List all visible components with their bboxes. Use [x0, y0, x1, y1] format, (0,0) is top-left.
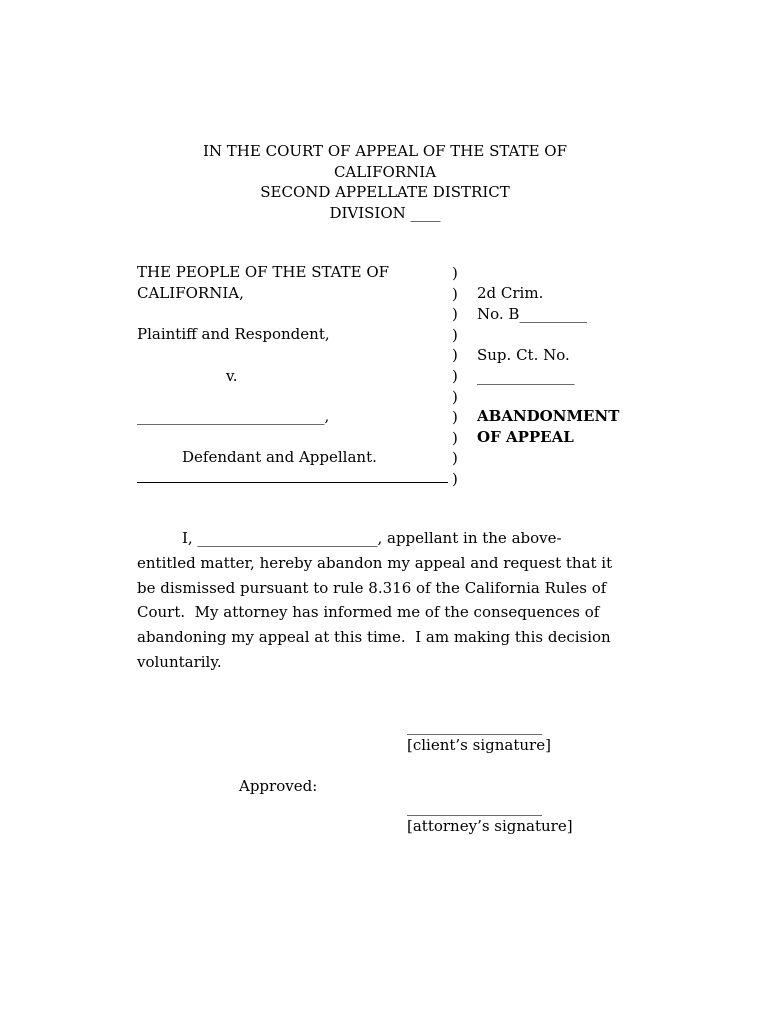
body-line-3: be dismissed pursuant to rule 8.316 of the California Rules of — [137, 578, 607, 597]
court-heading — [0, 141, 770, 223]
heading-line-4: DIVISION ____ — [329, 203, 441, 222]
heading-line-2: CALIFORNIA — [333, 162, 437, 181]
attorney-signature-label: [attorney’s signature] — [407, 817, 573, 835]
sup-ct-label: Sup. Ct. No. — [477, 346, 570, 364]
body-line-1: I, ________________________, appellant in the above- — [182, 529, 562, 547]
paren: ) — [452, 366, 458, 385]
heading-line-1: IN THE COURT OF APPEAL OF THE STATE OF — [202, 142, 568, 160]
heading-line-3: SECOND APPELLATE DISTRICT — [260, 183, 510, 201]
crim-label: 2d Crim. — [477, 284, 544, 302]
paren: ) — [452, 284, 458, 303]
paren: ) — [452, 346, 458, 365]
defendant-role: Defendant and Appellant. — [182, 448, 377, 466]
plaintiff-name-line-1: THE PEOPLE OF THE STATE OF — [137, 263, 390, 281]
attorney-signature-line: __________________ — [407, 798, 542, 816]
approved-label: Approved: — [239, 777, 318, 795]
crim-number: No. B_________ — [477, 305, 587, 323]
paren: ) — [452, 449, 458, 468]
caption-bottom-rule — [137, 482, 448, 483]
paren: ) — [452, 387, 458, 406]
paren: ) — [452, 305, 458, 324]
body-line-2: entitled matter, hereby abandon my appeal and request that it — [137, 553, 613, 572]
paren: ) — [452, 325, 458, 344]
versus-label: v. — [226, 367, 238, 385]
document-title-line-1: ABANDONMENT — [477, 407, 620, 425]
document-title-line-2: OF APPEAL — [477, 428, 574, 446]
paren: ) — [452, 408, 458, 427]
plaintiff-name-line-2: CALIFORNIA, — [137, 284, 244, 302]
plaintiff-role: Plaintiff and Respondent, — [137, 325, 330, 343]
abandonment-statement — [137, 526, 637, 675]
body-line-6: voluntarily. — [137, 652, 222, 671]
caption-paren-column — [452, 263, 458, 490]
paren: ) — [452, 264, 458, 282]
client-signature-line: __________________ — [407, 717, 542, 735]
client-signature-label: [client’s signature] — [407, 736, 551, 754]
sup-ct-number: _____________ — [477, 367, 575, 385]
paren: ) — [452, 469, 458, 488]
defendant-name-blank: _________________________, — [137, 407, 330, 425]
body-line-4: Court. My attorney has informed me of the consequences of — [137, 603, 600, 622]
body-line-5: abandoning my appeal at this time. I am making this decision — [137, 628, 611, 647]
paren: ) — [452, 428, 458, 447]
